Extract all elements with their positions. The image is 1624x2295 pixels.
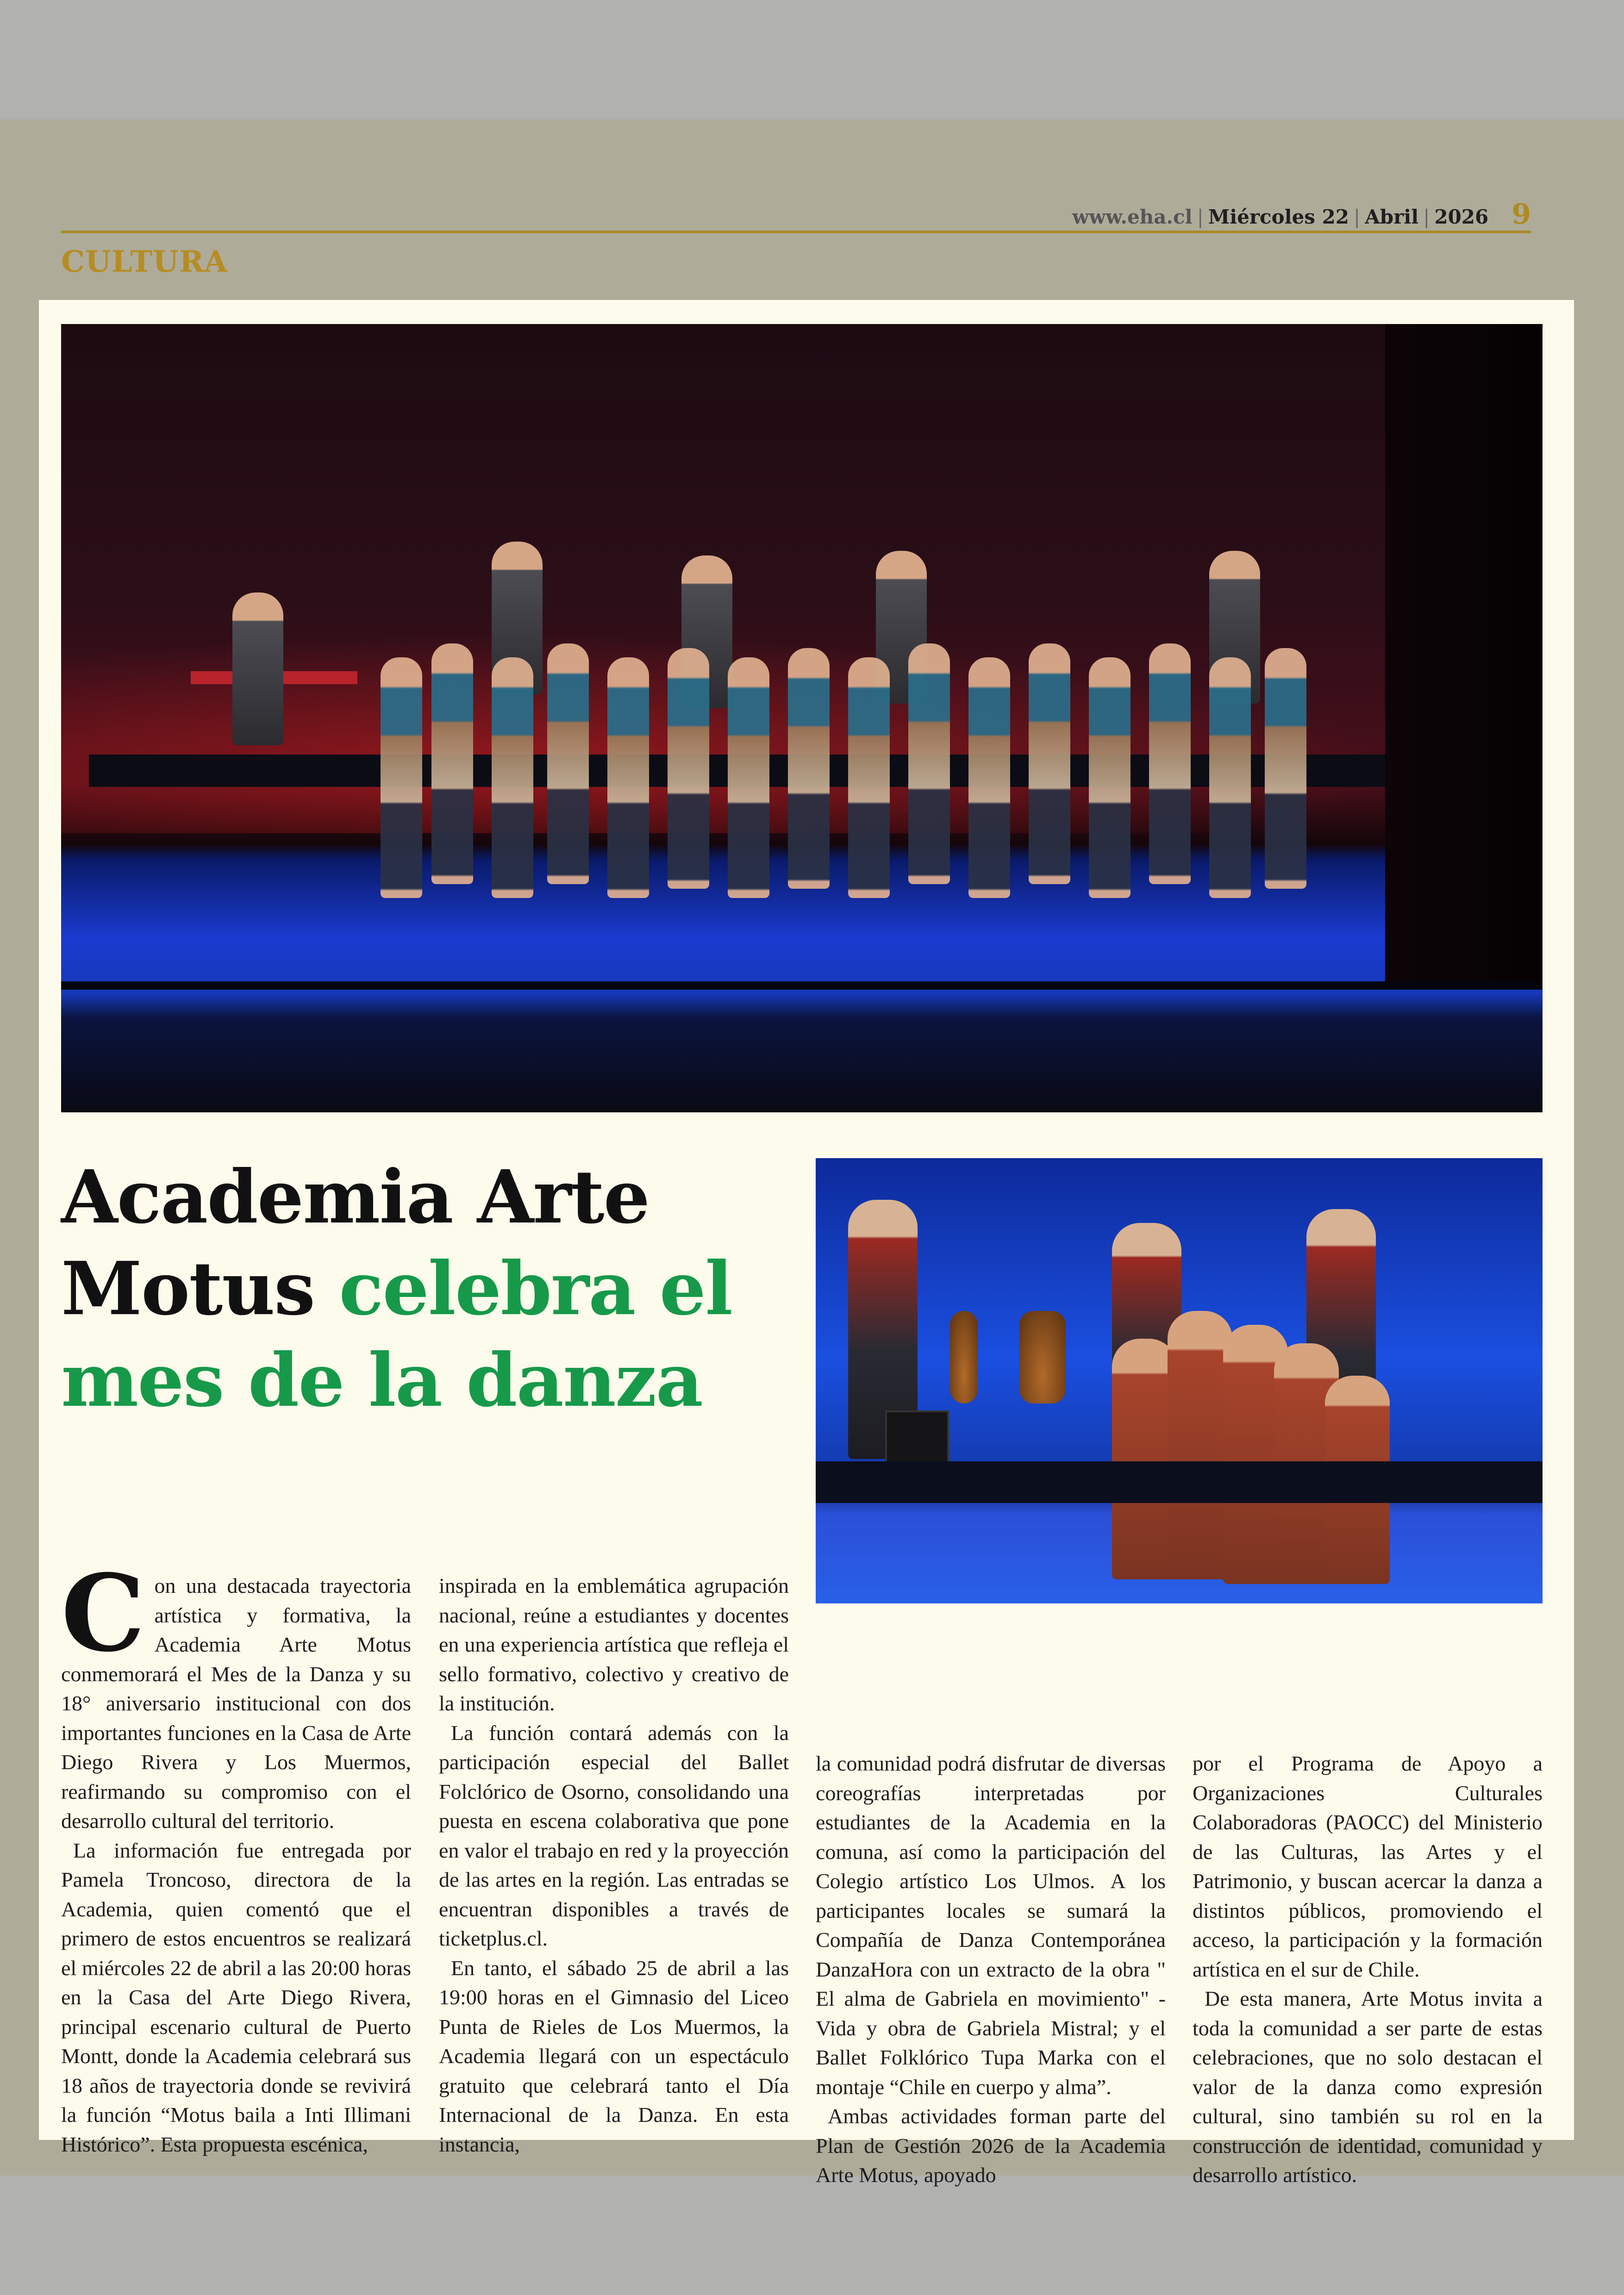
paragraph: Ambas actividades forman parte del Plan de Gestión 2026 de la Academia Arte Motus, apoyado (816, 2104, 1166, 2187)
headline-black: Academia Arte Motus (61, 1154, 650, 1332)
text-column-4 (1193, 1749, 1543, 2190)
guitar (1019, 1311, 1066, 1403)
paragraph (61, 1551, 411, 1836)
musician (232, 592, 283, 745)
separator: | (1423, 206, 1430, 228)
headline (61, 1152, 765, 1427)
headline-green: celebra el mes de la danza (61, 1246, 732, 1423)
dancer (381, 657, 422, 898)
date-month: Abril (1365, 206, 1419, 228)
newspaper-page (0, 119, 1624, 2187)
paragraph: La función contará además con la participación especial del Ballet Folclórico de Osorno, consolidando una puesta en escena colaborativa que pone en valor el trabajo en red y la proyección de las artes en la región. Las entradas se encuentran disponibles a través de ticketplus.cl. (439, 1721, 789, 1950)
dancer (492, 657, 533, 898)
dancer (1112, 1339, 1177, 1579)
paragraph: La información fue entregada por Pamela Troncoso, directora de la Academia, quien comentó que el primero de estos encuentros se realizará el miércoles 22 de abril a las 20:00 horas en la Casa del Arte Diego Rivera, principal escenario cultural de Puerto Montt, donde la Academia celebrará sus 18 años de trayectoria donde se revivirá la función “Motus baila a Inti Illimani Histórico”. Esta propuesta escénica, (61, 1838, 411, 2156)
main-stage-photo (61, 324, 1543, 1112)
dancer (968, 657, 1010, 898)
dancer (848, 657, 890, 898)
dancer (728, 657, 769, 898)
dancer (908, 643, 950, 884)
site-url[interactable]: www.eha.cl (1072, 206, 1193, 228)
dancer (1265, 648, 1306, 889)
dancer (431, 643, 473, 884)
page-number: 9 (1512, 198, 1531, 231)
header-info (1072, 198, 1531, 231)
dancer (607, 657, 649, 898)
dancer (1209, 657, 1251, 898)
dancer (668, 648, 709, 889)
paragraph: la comunidad podrá disfrutar de diversas coreografías interpretadas por estudiantes de la Academia en la comuna, así como la participación del Colegio artístico Los Ulmos. A los participantes locales se sumará la Compañía de Danza Contemporánea DanzaHora con un extracto de la obra " El alma de Gabriela en movimiento" - Vida y obra de Gabriela Mistral; y el Ballet Folklórico Tupa Marka con el montaje “Chile en cuerpo y alma”. (816, 1752, 1166, 2099)
dancer (1029, 643, 1070, 884)
drop-cap: C (61, 1551, 145, 1675)
musicians-dancers-photo (816, 1158, 1543, 1603)
paragraph: inspirada en la emblemática agrupación nacional, reúne a estudiantes y docentes en una experiencia artística que refleja el sello formativo, colectivo y creativo de la institución. (439, 1574, 789, 1715)
stage-platform (816, 1461, 1543, 1503)
dancer (547, 643, 589, 884)
dancer (1089, 657, 1131, 898)
paragraph: En tanto, el sábado 25 de abril a las 19:00 horas en el Gimnasio del Liceo Punta de Rieles de Los Muermos, la Academia llegará con un espectáculo gratuito que celebrará tanto el Día Internacional de la Danza. En esta instancia, (439, 1956, 789, 2156)
text-column-3 (816, 1749, 1166, 2190)
guitar (950, 1311, 978, 1403)
separator: | (1354, 206, 1361, 228)
curtain (1385, 324, 1543, 981)
page-header (61, 193, 1531, 233)
paragraph: De esta manera, Arte Motus invita a toda la comunidad a ser parte de estas celebraciones, que no solo destacan el valor de la danza como expresión cultural, sino también su rol en la construcción de identidad, comunidad y desarrollo artístico. (1193, 1987, 1543, 2187)
article (39, 300, 1574, 2187)
stage-edge (61, 981, 1543, 990)
section-label: CULTURA (61, 244, 228, 279)
date-year: 2026 (1434, 206, 1489, 228)
dancer (1149, 643, 1191, 884)
date-weekday: Miércoles 22 (1208, 206, 1349, 228)
separator: | (1197, 206, 1204, 228)
dancer (788, 648, 830, 889)
text-column-1 (61, 1551, 411, 2159)
dancer (1168, 1311, 1232, 1579)
text-column-2 (439, 1571, 789, 2159)
paragraph-text: on una destacada trayectoria artística y formativa, la Academia Arte Motus conmemorará el Mes de la Danza y su 18° aniversario institucional con dos importantes funciones en la Casa de Arte Diego Rivera y Los Muermos, reafirmando su compromiso con el desarrollo cultural del territorio. (61, 1574, 411, 1833)
paragraph: por el Programa de Apoyo a Organizaciones Culturales Colaboradoras (PAOCC) del Ministerio de las Culturas, las Artes y el Patrimonio, y buscan acercar la danza a distintos públicos, promoviendo el acceso, la participación y la formación artística en el sur de Chile. (1193, 1752, 1543, 1981)
